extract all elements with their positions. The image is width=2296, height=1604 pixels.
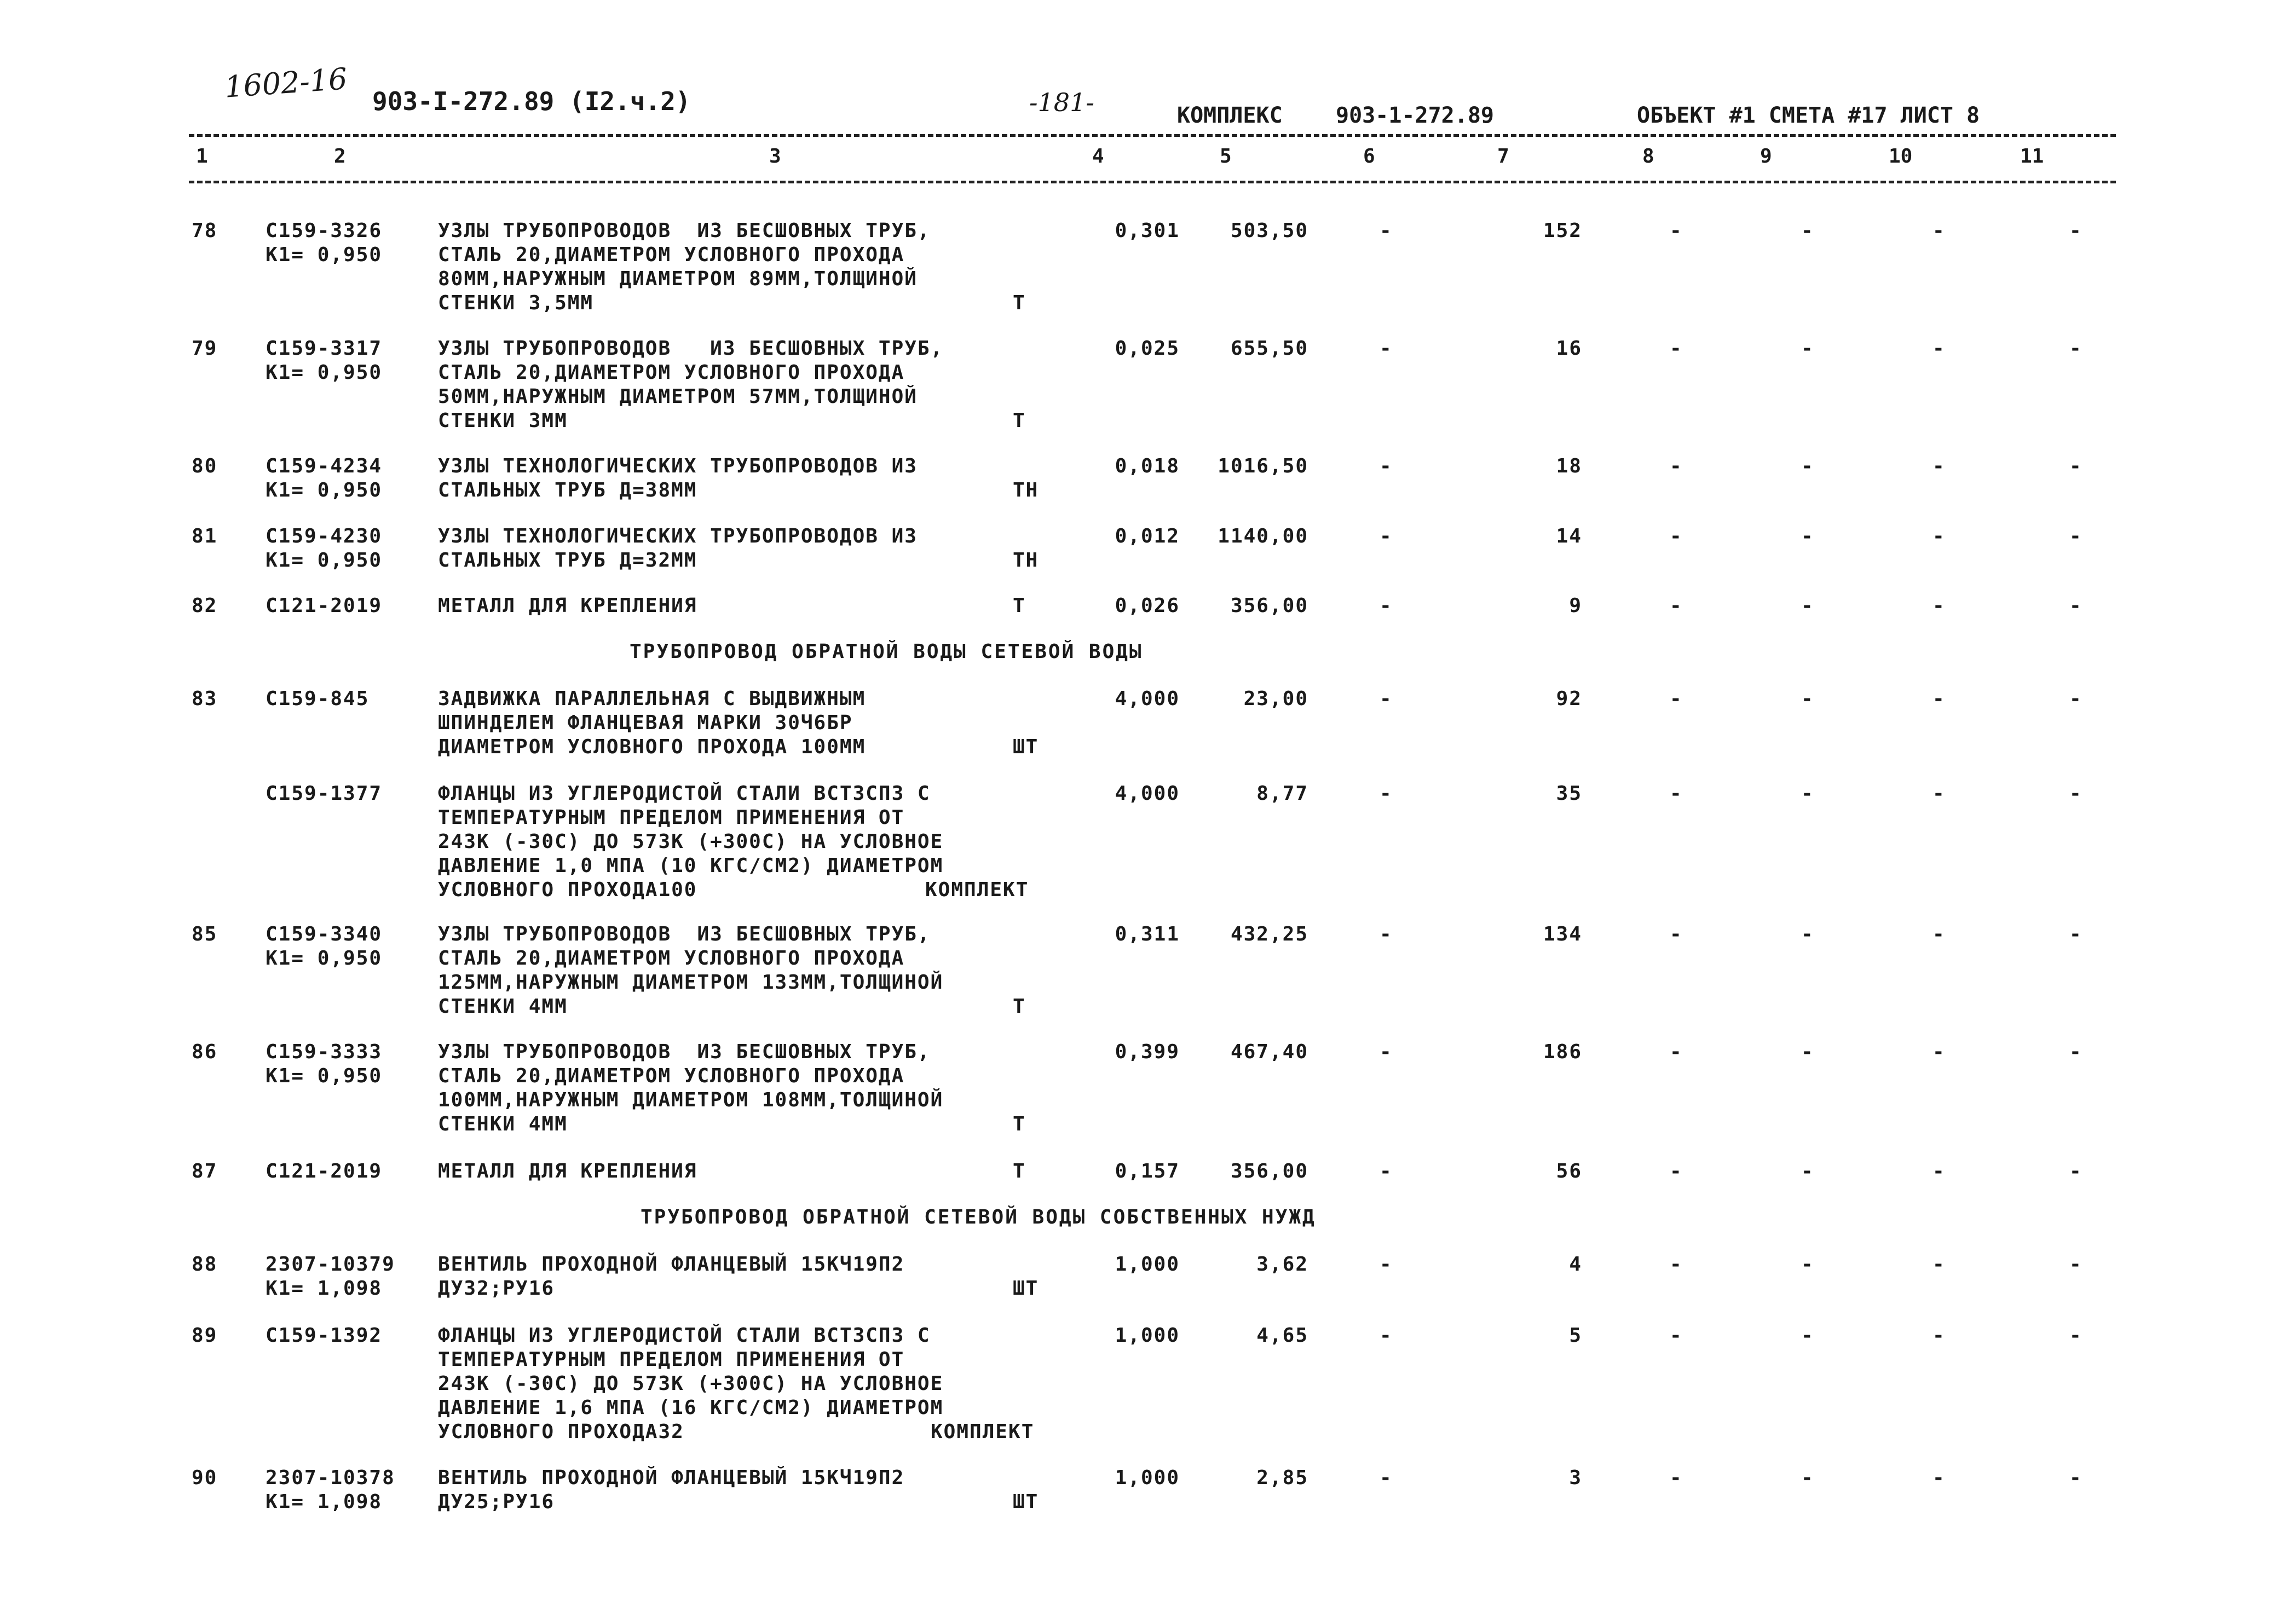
- col-num: 11: [2020, 145, 2044, 168]
- row-price: 23,00: [1243, 688, 1308, 710]
- row-col6: -: [1380, 455, 1393, 477]
- row-quantity: 0,018: [1115, 455, 1180, 477]
- table-row: [0, 219, 2296, 314]
- row-number: 86: [192, 1041, 218, 1063]
- table-row: [0, 1466, 2296, 1513]
- row-number: 78: [192, 220, 218, 242]
- row-col10: -: [1932, 525, 1946, 547]
- table-row: [0, 1040, 2296, 1135]
- row-col9: -: [1801, 525, 1814, 547]
- row-col8: -: [1670, 688, 1683, 710]
- row-col10: -: [1932, 1467, 1946, 1489]
- row-col7: 16: [1556, 337, 1582, 360]
- row-unit: ШТ: [1013, 736, 1039, 758]
- row-code: 2307-10378 К1= 1,098: [266, 1467, 395, 1513]
- section-heading: ТРУБОПРОВОД ОБРАТНОЙ СЕТЕВОЙ ВОДЫ СОБСТВЕННЫХ НУЖД: [641, 1206, 1316, 1228]
- row-code: С159-3340 К1= 0,950: [266, 923, 383, 970]
- row-col9: -: [1801, 220, 1814, 242]
- table-row: [0, 687, 2296, 758]
- row-col11: -: [2069, 688, 2082, 710]
- col-num: 1: [196, 145, 208, 168]
- row-col11: -: [2069, 220, 2082, 242]
- row-number: 80: [192, 455, 218, 477]
- table-row: [0, 1253, 2296, 1300]
- row-col8: -: [1670, 1160, 1683, 1182]
- row-price: 1140,00: [1218, 525, 1308, 547]
- row-col9: -: [1801, 337, 1814, 360]
- handwritten-number: 1602-16: [223, 61, 349, 105]
- row-quantity: 0,301: [1115, 220, 1180, 242]
- col-num: 4: [1092, 145, 1104, 168]
- row-number: 88: [192, 1253, 218, 1276]
- row-col11: -: [2069, 1160, 2082, 1182]
- row-code: С159-3326 К1= 0,950: [266, 220, 383, 266]
- row-col8: -: [1670, 1467, 1683, 1489]
- row-col10: -: [1932, 1253, 1946, 1276]
- row-col7: 18: [1556, 455, 1582, 477]
- row-price: 3,62: [1256, 1253, 1308, 1276]
- row-unit: КОМПЛЕКТ: [931, 1421, 1035, 1443]
- row-quantity: 0,025: [1115, 337, 1180, 360]
- row-quantity: 0,399: [1115, 1041, 1180, 1063]
- row-number: 79: [192, 337, 218, 360]
- row-price: 432,25: [1230, 923, 1308, 945]
- row-code: С121-2019: [266, 1160, 383, 1182]
- row-price: 356,00: [1230, 1160, 1308, 1182]
- row-unit: Т: [1013, 995, 1026, 1018]
- row-col10: -: [1932, 1041, 1946, 1063]
- table-row: [0, 922, 2296, 1018]
- doc-code: 903-I-272.89 (I2.ч.2): [372, 86, 691, 116]
- row-col11: -: [2069, 337, 2082, 360]
- col-num: 2: [334, 145, 346, 168]
- row-number: 81: [192, 525, 218, 547]
- row-col11: -: [2069, 1324, 2082, 1347]
- row-quantity: 1,000: [1115, 1324, 1180, 1347]
- row-col10: -: [1932, 595, 1946, 617]
- row-col7: 152: [1543, 220, 1582, 242]
- row-quantity: 0,157: [1115, 1160, 1180, 1182]
- row-code: С159-3333 К1= 0,950: [266, 1041, 383, 1087]
- row-code: С159-4234 К1= 0,950: [266, 455, 383, 501]
- row-number: 83: [192, 688, 218, 710]
- row-col10: -: [1932, 455, 1946, 477]
- row-code: С159-845: [266, 688, 370, 710]
- table-row: [0, 454, 2296, 501]
- row-price: 503,50: [1230, 220, 1308, 242]
- row-col9: -: [1801, 1324, 1814, 1347]
- row-price: 8,77: [1256, 782, 1308, 805]
- row-number: 89: [192, 1324, 218, 1347]
- row-code: С159-1377: [266, 782, 383, 805]
- row-price: 2,85: [1256, 1467, 1308, 1489]
- row-col7: 35: [1556, 782, 1582, 805]
- row-col7: 4: [1569, 1253, 1582, 1276]
- object-info: ОБЪЕКТ #1 СМЕТА #17 ЛИСТ 8: [1637, 103, 1980, 128]
- row-col8: -: [1670, 525, 1683, 547]
- row-description: МЕТАЛЛ ДЛЯ КРЕПЛЕНИЯ: [438, 595, 697, 617]
- row-description: УЗЛЫ ТРУБОПРОВОДОВ ИЗ БЕСШОВНЫХ ТРУБ, СТАЛЬ 20,ДИАМЕТРОМ УСЛОВНОГО ПРОХОДА 50ММ,НАРУЖНЫМ ДИАМЕТРОМ 57ММ,ТОЛЩИНОЙ СТЕНКИ 3ММ: [438, 337, 944, 432]
- row-price: 4,65: [1256, 1324, 1308, 1347]
- row-col11: -: [2069, 455, 2082, 477]
- row-description: УЗЛЫ ТРУБОПРОВОДОВ ИЗ БЕСШОВНЫХ ТРУБ, СТАЛЬ 20,ДИАМЕТРОМ УСЛОВНОГО ПРОХОДА 100ММ,НАРУЖНЫМ ДИАМЕТРОМ 108ММ,ТОЛЩИНОЙ СТЕНКИ 4ММ: [438, 1041, 944, 1135]
- row-col9: -: [1801, 595, 1814, 617]
- row-col8: -: [1670, 220, 1683, 242]
- col-num: 5: [1220, 145, 1232, 168]
- table-row: [0, 594, 2296, 617]
- row-quantity: 0,012: [1115, 525, 1180, 547]
- row-col11: -: [2069, 923, 2082, 945]
- row-col8: -: [1670, 455, 1683, 477]
- row-unit: ШТ: [1013, 1277, 1039, 1300]
- row-col7: 92: [1556, 688, 1582, 710]
- complex-label: КОМПЛЕКС: [1177, 103, 1283, 128]
- header-rule-top: [189, 134, 2116, 137]
- row-col8: -: [1670, 1041, 1683, 1063]
- row-description: УЗЛЫ ТРУБОПРОВОДОВ ИЗ БЕСШОВНЫХ ТРУБ, СТАЛЬ 20,ДИАМЕТРОМ УСЛОВНОГО ПРОХОДА 80ММ,НАРУЖНЫМ ДИАМЕТРОМ 89ММ,ТОЛЩИНОЙ СТЕНКИ 3,5ММ: [438, 220, 931, 314]
- col-num: 7: [1497, 145, 1509, 168]
- row-col10: -: [1932, 1324, 1946, 1347]
- row-code: С159-3317 К1= 0,950: [266, 337, 383, 384]
- row-col9: -: [1801, 1253, 1814, 1276]
- row-quantity: 1,000: [1115, 1467, 1180, 1489]
- row-quantity: 4,000: [1115, 688, 1180, 710]
- row-unit: ТН: [1013, 479, 1039, 501]
- row-unit: Т: [1013, 1113, 1026, 1135]
- row-col6: -: [1380, 1467, 1393, 1489]
- row-number: 85: [192, 923, 218, 945]
- row-col8: -: [1670, 337, 1683, 360]
- col-num: 6: [1363, 145, 1375, 168]
- row-col6: -: [1380, 688, 1393, 710]
- row-col9: -: [1801, 782, 1814, 805]
- row-col9: -: [1801, 923, 1814, 945]
- row-description: МЕТАЛЛ ДЛЯ КРЕПЛЕНИЯ: [438, 1160, 697, 1182]
- row-col9: -: [1801, 1041, 1814, 1063]
- row-unit: КОМПЛЕКТ: [925, 879, 1029, 901]
- row-col7: 134: [1543, 923, 1582, 945]
- row-col11: -: [2069, 595, 2082, 617]
- row-description: ВЕНТИЛЬ ПРОХОДНОЙ ФЛАНЦЕВЫЙ 15КЧ19П2 ДУ32;РУ16: [438, 1253, 905, 1300]
- row-col11: -: [2069, 1041, 2082, 1063]
- row-unit: ТН: [1013, 549, 1039, 572]
- row-col11: -: [2069, 1253, 2082, 1276]
- row-col7: 186: [1543, 1041, 1582, 1063]
- row-col10: -: [1932, 220, 1946, 242]
- row-col10: -: [1932, 337, 1946, 360]
- row-description: ФЛАНЦЫ ИЗ УГЛЕРОДИСТОЙ СТАЛИ ВСТ3СП3 С ТЕМПЕРАТУРНЫМ ПРЕДЕЛОМ ПРИМЕНЕНИЯ ОТ 243К (-30С) ДО 573К (+300С) НА УСЛОВНОЕ ДАВЛЕНИЕ 1,6 МПА (16 КГС/СМ2) ДИАМЕТРОМ УСЛОВНОГО ПРОХОДА32: [438, 1324, 944, 1443]
- row-col8: -: [1670, 1324, 1683, 1347]
- table-row: [0, 1159, 2296, 1182]
- row-col7: 3: [1569, 1467, 1582, 1489]
- col-num: 9: [1760, 145, 1772, 168]
- row-col10: -: [1932, 782, 1946, 805]
- row-price: 356,00: [1230, 595, 1308, 617]
- row-code: С159-1392: [266, 1324, 383, 1347]
- row-unit: Т: [1013, 292, 1026, 314]
- row-description: УЗЛЫ ТЕХНОЛОГИЧЕСКИХ ТРУБОПРОВОДОВ ИЗ СТАЛЬНЫХ ТРУБ Д=38ММ: [438, 455, 918, 501]
- row-price: 655,50: [1230, 337, 1308, 360]
- row-unit: ШТ: [1013, 1491, 1039, 1513]
- row-number: 90: [192, 1467, 218, 1489]
- header-rule-bottom: [189, 181, 2116, 183]
- row-col10: -: [1932, 1160, 1946, 1182]
- row-price: 1016,50: [1218, 455, 1308, 477]
- row-col6: -: [1380, 337, 1393, 360]
- row-col11: -: [2069, 1467, 2082, 1489]
- row-col6: -: [1380, 220, 1393, 242]
- row-col11: -: [2069, 525, 2082, 547]
- row-col7: 14: [1556, 525, 1582, 547]
- row-col9: -: [1801, 1467, 1814, 1489]
- row-col10: -: [1932, 688, 1946, 710]
- row-code: С159-4230 К1= 0,950: [266, 525, 383, 572]
- row-col6: -: [1380, 525, 1393, 547]
- row-description: УЗЛЫ ТРУБОПРОВОДОВ ИЗ БЕСШОВНЫХ ТРУБ, СТАЛЬ 20,ДИАМЕТРОМ УСЛОВНОГО ПРОХОДА 125ММ,НАРУЖНЫМ ДИАМЕТРОМ 133ММ,ТОЛЩИНОЙ СТЕНКИ 4ММ: [438, 923, 944, 1018]
- row-unit: Т: [1013, 595, 1026, 617]
- row-code: 2307-10379 К1= 1,098: [266, 1253, 395, 1300]
- row-col6: -: [1380, 1160, 1393, 1182]
- row-description: УЗЛЫ ТЕХНОЛОГИЧЕСКИХ ТРУБОПРОВОДОВ ИЗ СТАЛЬНЫХ ТРУБ Д=32ММ: [438, 525, 918, 572]
- col-num: 10: [1889, 145, 1913, 168]
- row-unit: Т: [1013, 409, 1026, 432]
- row-col6: -: [1380, 1253, 1393, 1276]
- row-col11: -: [2069, 782, 2082, 805]
- table-row: [0, 524, 2296, 572]
- complex-code: 903-1-272.89: [1336, 103, 1494, 128]
- row-quantity: 0,026: [1115, 595, 1180, 617]
- row-col10: -: [1932, 923, 1946, 945]
- col-num: 3: [769, 145, 781, 168]
- row-col6: -: [1380, 923, 1393, 945]
- row-quantity: 1,000: [1115, 1253, 1180, 1276]
- row-col6: -: [1380, 595, 1393, 617]
- row-description: ФЛАНЦЫ ИЗ УГЛЕРОДИСТОЙ СТАЛИ ВСТ3СП3 С ТЕМПЕРАТУРНЫМ ПРЕДЕЛОМ ПРИМЕНЕНИЯ ОТ 243К (-30С) ДО 573К (+300С) НА УСЛОВНОЕ ДАВЛЕНИЕ 1,0 МПА (10 КГС/СМ2) ДИАМЕТРОМ УСЛОВНОГО ПРОХОДА100: [438, 782, 944, 901]
- row-col8: -: [1670, 595, 1683, 617]
- row-col8: -: [1670, 923, 1683, 945]
- row-quantity: 0,311: [1115, 923, 1180, 945]
- row-col7: 5: [1569, 1324, 1582, 1347]
- row-number: 82: [192, 595, 218, 617]
- row-col9: -: [1801, 455, 1814, 477]
- row-description: ВЕНТИЛЬ ПРОХОДНОЙ ФЛАНЦЕВЫЙ 15КЧ19П2 ДУ25;РУ16: [438, 1467, 905, 1513]
- row-unit: Т: [1013, 1160, 1026, 1182]
- row-col7: 56: [1556, 1160, 1582, 1182]
- row-col9: -: [1801, 688, 1814, 710]
- row-col8: -: [1670, 1253, 1683, 1276]
- row-col6: -: [1380, 1041, 1393, 1063]
- row-col7: 9: [1569, 595, 1582, 617]
- row-price: 467,40: [1230, 1041, 1308, 1063]
- row-description: ЗАДВИЖКА ПАРАЛЛЕЛЬНАЯ С ВЫДВИЖНЫМ ШПИНДЕЛЕМ ФЛАНЦЕВАЯ МАРКИ 30Ч6БР ДИАМЕТРОМ УСЛОВНОГО ПРОХОДА 100ММ: [438, 688, 866, 758]
- row-quantity: 4,000: [1115, 782, 1180, 805]
- section-heading: ТРУБОПРОВОД ОБРАТНОЙ ВОДЫ СЕТЕВОЙ ВОДЫ: [630, 641, 1143, 663]
- table-row: [0, 1324, 2296, 1443]
- row-col8: -: [1670, 782, 1683, 805]
- col-num: 8: [1642, 145, 1654, 168]
- row-col9: -: [1801, 1160, 1814, 1182]
- table-row: [0, 782, 2296, 901]
- row-col6: -: [1380, 1324, 1393, 1347]
- row-col6: -: [1380, 782, 1393, 805]
- table-row: [0, 337, 2296, 432]
- row-code: С121-2019: [266, 595, 383, 617]
- page-number: -181-: [1029, 88, 1094, 117]
- row-number: 87: [192, 1160, 218, 1182]
